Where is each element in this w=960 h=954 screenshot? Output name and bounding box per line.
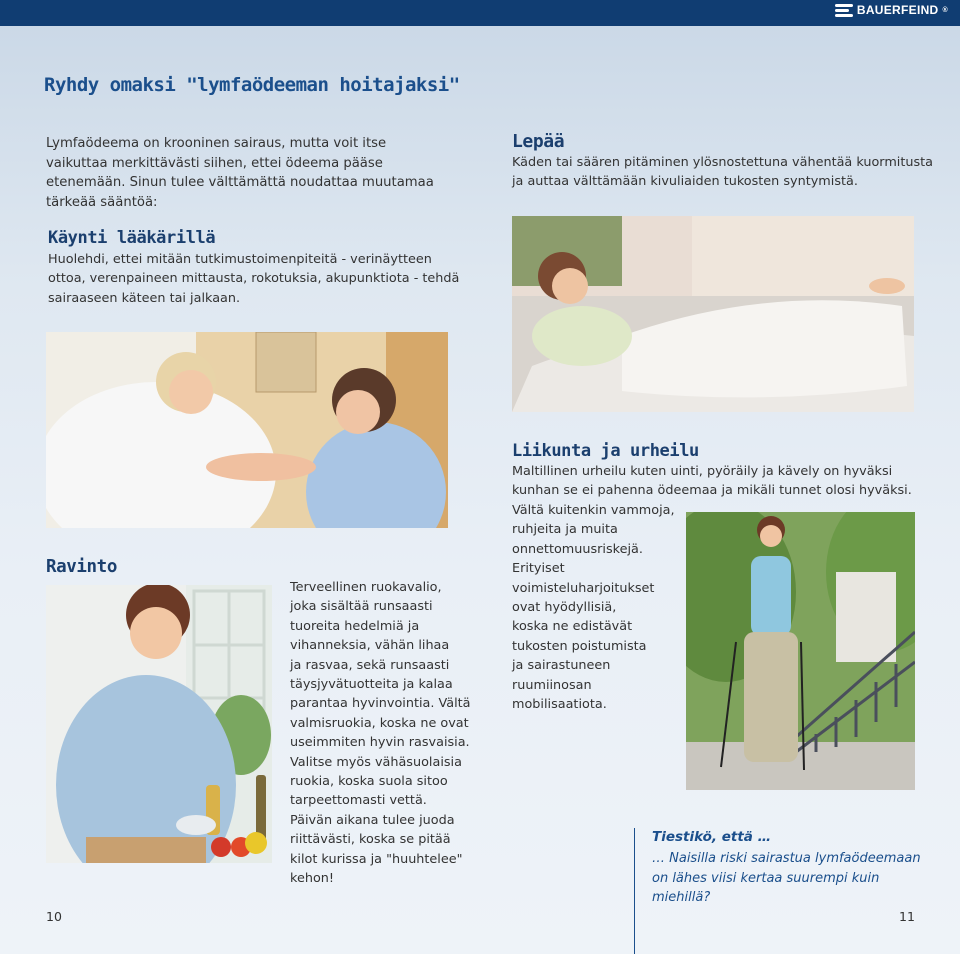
intro-line: vaikuttaa merkittävästi siihen, ettei ödeema pääse: [46, 155, 383, 171]
sport-narrow-line: voimisteluharjoitukset: [512, 580, 655, 596]
sport-line: kunhan se ei pahenna ödeemaa ja mikäli tunnet olosi hyväksi.: [512, 483, 912, 499]
sport-narrow-line: Erityiset: [512, 561, 565, 577]
doctor-text: [48, 250, 468, 308]
nutrition-line: joka sisältää runsaasti: [290, 599, 433, 615]
intro-text: [46, 134, 446, 212]
fact-title: Tiestikö, että …: [652, 829, 772, 845]
nutrition-line: täysjyvätuotteita ja kalaa: [290, 677, 453, 693]
sport-narrow-line: ovat hyödyllisiä,: [512, 600, 617, 616]
nordic-walking-photo: [686, 512, 915, 790]
nutrition-line: kehon!: [290, 871, 335, 887]
nutrition-line: valmisruokia, koska ne ovat: [290, 715, 469, 731]
rest-line: Käden tai säären pitäminen ylösnostettuna vähentää kuormitusta: [512, 155, 934, 170]
doctor-line: sairaaseen käteen tai jalkaan.: [48, 290, 241, 306]
intro-line: etenemään. Sinun tulee välttämättä noudattaa muutamaa: [46, 175, 434, 190]
sport-narrow-text: [512, 501, 692, 714]
rest-heading: Lepää: [512, 131, 565, 152]
sport-text: [512, 462, 942, 501]
intro-line: tärkeää sääntöä:: [46, 194, 158, 210]
nutrition-line: Terveellinen ruokavalio,: [290, 580, 442, 595]
nutrition-line: Päivän aikana tulee juoda: [290, 812, 455, 828]
resting-woman-photo: [512, 216, 914, 412]
rest-text: [512, 153, 942, 192]
sport-line: Maltillinen urheilu kuten uinti, pyöräily ja kävely on hyväksi: [512, 464, 893, 479]
nutrition-line: useimmiten hyvin rasvaisia.: [290, 735, 470, 751]
bauerfeind-logo: [835, 3, 948, 17]
page-title: Ryhdy omaksi "lymfaödeeman hoitajaksi": [44, 74, 460, 96]
nutrition-line: riittävästi, koska se pitää: [290, 832, 451, 848]
nutrition-line: tarpeettomasti vettä.: [290, 793, 427, 809]
fact-divider: [634, 828, 635, 954]
doctor-patient-photo: [46, 332, 448, 528]
brand-name: BAUERFEIND: [856, 3, 939, 17]
sport-narrow-line: ja sairastuneen: [512, 658, 611, 674]
fact-line: miehillä?: [652, 890, 711, 905]
nutrition-line: parantaa hyvinvointia. Vältä: [290, 696, 471, 712]
brand-reg: ®: [942, 6, 948, 14]
fact-line: on lähes viisi kertaa suurempi kuin: [652, 870, 880, 886]
nutrition-line: tuoreita hedelmiä ja: [290, 618, 420, 634]
rest-line: ja auttaa välttämään kivuliaiden tukosten syntymistä.: [512, 174, 858, 190]
nutrition-line: vihanneksia, vähän lihaa: [290, 638, 450, 654]
fact-line: … Naisilla riski sairastua lymfaödeemaan: [652, 851, 921, 866]
sport-narrow-line: onnettomuusriskejä.: [512, 541, 643, 557]
fact-text: [652, 849, 922, 908]
intro-line: Lymfaödeema on krooninen sairaus, mutta voit itse: [46, 136, 387, 151]
page-number-right: 11: [899, 909, 915, 924]
sport-narrow-line: mobilisaatiota.: [512, 697, 607, 713]
doctor-line: Huolehdi, ettei mitään tutkimustoimenpiteitä - verinäytteen: [48, 252, 432, 267]
sport-narrow-line: Vältä kuitenkin vammoja,: [512, 503, 675, 518]
sport-narrow-line: tukosten poistumista: [512, 638, 647, 654]
doctor-line: ottoa, verenpaineen mittausta, rokotuksia, akupunktiota - tehdä: [48, 271, 460, 287]
nutrition-line: ja rasvaa, sekä runsaasti: [290, 657, 450, 673]
logo-stripes-icon: [835, 3, 853, 17]
nutrition-line: Valitse myös vähäsuolaisia: [290, 754, 462, 770]
nutrition-heading: Ravinto: [46, 557, 117, 577]
sport-heading: Liikunta ja urheilu: [512, 441, 699, 461]
sport-narrow-line: ruhjeita ja muita: [512, 522, 618, 538]
sport-narrow-line: koska ne edistävät: [512, 619, 633, 635]
page-number-left: 10: [46, 909, 62, 924]
doctor-heading: Käynti lääkärillä: [48, 228, 216, 248]
sport-narrow-line: ruumiinosan: [512, 677, 592, 693]
nutrition-text: [290, 578, 490, 889]
nutrition-line: kilot kurissa ja "huuhtelee": [290, 851, 463, 867]
top-bar: [0, 0, 960, 26]
nutrition-line: ruokia, koska suola sitoo: [290, 774, 448, 790]
cooking-woman-photo: [46, 585, 272, 863]
